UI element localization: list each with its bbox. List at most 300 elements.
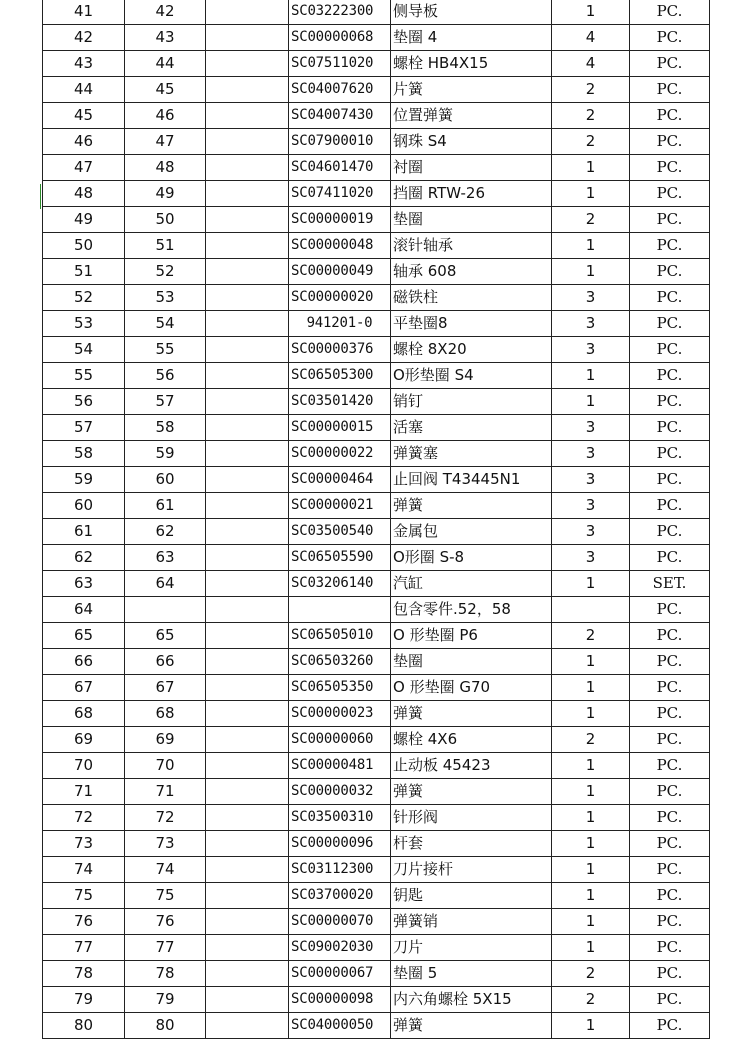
part-number-cell[interactable]: 75 [125,883,206,909]
unit-cell[interactable]: PC. [630,961,710,987]
unit-cell[interactable]: PC. [630,51,710,77]
unit-cell[interactable]: PC. [630,831,710,857]
unit-cell[interactable]: PC. [630,0,710,25]
seq-cell[interactable]: 41 [43,0,125,25]
part-number-cell[interactable]: 73 [125,831,206,857]
description-cell[interactable]: 杆套 [391,831,552,857]
part-code-cell[interactable]: SC00000376 [289,337,391,363]
empty-cell[interactable] [206,1013,289,1039]
part-number-cell[interactable]: 53 [125,285,206,311]
empty-cell[interactable] [206,961,289,987]
part-number-cell[interactable]: 60 [125,467,206,493]
description-cell[interactable]: 轴承 608 [391,259,552,285]
table-row [43,441,710,467]
part-code-cell[interactable]: SC00000020 [289,285,391,311]
seq-cell[interactable]: 42 [43,25,125,51]
part-code-cell[interactable]: SC00000068 [289,25,391,51]
part-number-cell[interactable]: 62 [125,519,206,545]
part-code-cell[interactable]: SC06505010 [289,623,391,649]
unit-cell[interactable]: PC. [630,805,710,831]
table-row [43,415,710,441]
part-number-cell[interactable]: 80 [125,1013,206,1039]
table-row [43,753,710,779]
part-code-cell[interactable]: SC00000032 [289,779,391,805]
part-code-cell[interactable]: SC00000019 [289,207,391,233]
part-code-cell[interactable]: SC07411020 [289,181,391,207]
description-cell[interactable]: 活塞 [391,415,552,441]
quantity-cell[interactable]: 3 [552,311,630,337]
part-code-cell[interactable]: SC00000481 [289,753,391,779]
description-cell[interactable]: O 形垫圈 P6 [391,623,552,649]
part-code-cell[interactable] [289,597,391,623]
part-code-cell[interactable]: SC07900010 [289,129,391,155]
seq-cell[interactable]: 49 [43,207,125,233]
empty-cell[interactable] [206,259,289,285]
unit-cell[interactable]: PC. [630,727,710,753]
part-code-cell[interactable]: SC00000096 [289,831,391,857]
part-code-cell[interactable]: SC06505300 [289,363,391,389]
row-selection-marker [40,184,41,209]
seq-cell[interactable]: 44 [43,77,125,103]
table-row [43,857,710,883]
unit-cell[interactable]: PC. [630,935,710,961]
part-code-cell[interactable]: SC00000067 [289,961,391,987]
empty-cell[interactable] [206,25,289,51]
description-cell[interactable]: 金属包 [391,519,552,545]
quantity-cell[interactable]: 1 [552,155,630,181]
unit-cell[interactable]: PC. [630,259,710,285]
seq-cell[interactable]: 77 [43,935,125,961]
description-cell[interactable]: 挡圈 RTW-26 [391,181,552,207]
part-code-cell[interactable]: SC00000023 [289,701,391,727]
seq-cell[interactable]: 62 [43,545,125,571]
quantity-cell[interactable]: 1 [552,831,630,857]
quantity-cell[interactable]: 1 [552,363,630,389]
description-cell[interactable]: 垫圈 4 [391,25,552,51]
unit-cell[interactable]: PC. [630,623,710,649]
quantity-cell[interactable]: 1 [552,233,630,259]
part-number-cell[interactable]: 68 [125,701,206,727]
empty-cell[interactable] [206,155,289,181]
description-cell[interactable]: O形圈 S-8 [391,545,552,571]
empty-cell[interactable] [206,571,289,597]
empty-cell[interactable] [206,545,289,571]
quantity-cell[interactable]: 2 [552,961,630,987]
table-row [43,675,710,701]
part-number-cell[interactable]: 79 [125,987,206,1013]
part-number-cell[interactable]: 55 [125,337,206,363]
unit-cell[interactable]: PC. [630,103,710,129]
quantity-cell[interactable]: 3 [552,519,630,545]
part-code-cell[interactable]: SC09002030 [289,935,391,961]
quantity-cell[interactable]: 1 [552,935,630,961]
part-number-cell[interactable]: 77 [125,935,206,961]
quantity-cell[interactable]: 1 [552,649,630,675]
part-number-cell[interactable]: 78 [125,961,206,987]
description-cell[interactable]: O形垫圈 S4 [391,363,552,389]
part-code-cell[interactable]: SC03501420 [289,389,391,415]
quantity-cell[interactable]: 1 [552,1013,630,1039]
quantity-cell[interactable]: 1 [552,805,630,831]
unit-cell[interactable]: PC. [630,1013,710,1039]
description-cell[interactable]: 刀片 [391,935,552,961]
quantity-cell[interactable]: 1 [552,883,630,909]
unit-cell[interactable]: PC. [630,389,710,415]
unit-cell[interactable]: PC. [630,545,710,571]
table-row [43,987,710,1013]
unit-cell[interactable]: PC. [630,779,710,805]
seq-cell[interactable]: 68 [43,701,125,727]
quantity-cell[interactable]: 1 [552,181,630,207]
part-number-cell[interactable]: 57 [125,389,206,415]
part-code-cell[interactable]: SC00000060 [289,727,391,753]
quantity-cell[interactable]: 3 [552,493,630,519]
seq-cell[interactable]: 76 [43,909,125,935]
table-row [43,233,710,259]
seq-cell[interactable]: 67 [43,675,125,701]
part-code-cell[interactable]: SC04000050 [289,1013,391,1039]
part-number-cell[interactable]: 42 [125,0,206,25]
empty-cell[interactable] [206,753,289,779]
quantity-cell[interactable]: 2 [552,77,630,103]
unit-cell[interactable]: PC. [630,909,710,935]
empty-cell[interactable] [206,415,289,441]
quantity-cell[interactable]: 3 [552,337,630,363]
part-number-cell[interactable]: 76 [125,909,206,935]
unit-cell[interactable]: PC. [630,285,710,311]
part-number-cell[interactable]: 44 [125,51,206,77]
table-row [43,129,710,155]
empty-cell[interactable] [206,493,289,519]
description-cell[interactable]: 垫圈 [391,649,552,675]
seq-cell[interactable]: 74 [43,857,125,883]
seq-cell[interactable]: 47 [43,155,125,181]
empty-cell[interactable] [206,779,289,805]
part-code-cell[interactable]: SC00000022 [289,441,391,467]
description-cell[interactable]: 刀片接杆 [391,857,552,883]
part-number-cell[interactable]: 52 [125,259,206,285]
part-code-cell[interactable]: SC03500540 [289,519,391,545]
description-cell[interactable]: 止回阀 T43445N1 [391,467,552,493]
description-cell[interactable]: 包含零件.52，58 [391,597,552,623]
part-number-cell[interactable]: 71 [125,779,206,805]
quantity-cell[interactable]: 1 [552,701,630,727]
description-cell[interactable]: 销钉 [391,389,552,415]
empty-cell[interactable] [206,285,289,311]
empty-cell[interactable] [206,519,289,545]
part-number-cell[interactable]: 72 [125,805,206,831]
empty-cell[interactable] [206,467,289,493]
empty-cell[interactable] [206,129,289,155]
part-number-cell[interactable]: 45 [125,77,206,103]
unit-cell[interactable]: PC. [630,155,710,181]
seq-cell[interactable]: 51 [43,259,125,285]
empty-cell[interactable] [206,831,289,857]
empty-cell[interactable] [206,935,289,961]
part-number-cell[interactable]: 43 [125,25,206,51]
part-code-cell[interactable]: SC04007430 [289,103,391,129]
quantity-cell[interactable]: 2 [552,623,630,649]
unit-cell[interactable]: PC. [630,675,710,701]
empty-cell[interactable] [206,441,289,467]
empty-cell[interactable] [206,363,289,389]
empty-cell[interactable] [206,649,289,675]
seq-cell[interactable]: 75 [43,883,125,909]
seq-cell[interactable]: 52 [43,285,125,311]
part-code-cell[interactable]: SC06505590 [289,545,391,571]
description-cell[interactable]: 弹簧 [391,1013,552,1039]
description-cell[interactable]: 螺栓 8X20 [391,337,552,363]
empty-cell[interactable] [206,883,289,909]
description-cell[interactable]: 弹簧塞 [391,441,552,467]
description-cell[interactable]: 内六角螺栓 5X15 [391,987,552,1013]
seq-cell[interactable]: 61 [43,519,125,545]
seq-cell[interactable]: 43 [43,51,125,77]
description-cell[interactable]: 弹簧 [391,779,552,805]
part-number-cell[interactable]: 58 [125,415,206,441]
quantity-cell[interactable]: 3 [552,415,630,441]
empty-cell[interactable] [206,337,289,363]
part-code-cell[interactable]: SC03500310 [289,805,391,831]
unit-cell[interactable]: PC. [630,181,710,207]
quantity-cell[interactable]: 1 [552,389,630,415]
seq-cell[interactable]: 79 [43,987,125,1013]
table-row [43,181,710,207]
description-cell[interactable]: 垫圈 [391,207,552,233]
quantity-cell[interactable]: 1 [552,0,630,25]
empty-cell[interactable] [206,909,289,935]
description-cell[interactable]: 位置弹簧 [391,103,552,129]
table-row [43,311,710,337]
empty-cell[interactable] [206,805,289,831]
seq-cell[interactable]: 53 [43,311,125,337]
part-code-cell[interactable]: SC00000021 [289,493,391,519]
part-number-cell[interactable]: 48 [125,155,206,181]
unit-cell[interactable]: PC. [630,363,710,389]
table-row [43,259,710,285]
quantity-cell[interactable]: 3 [552,467,630,493]
empty-cell[interactable] [206,727,289,753]
table-row [43,935,710,961]
part-code-cell[interactable]: SC03206140 [289,571,391,597]
part-number-cell[interactable]: 50 [125,207,206,233]
empty-cell[interactable] [206,675,289,701]
unit-cell[interactable]: PC. [630,129,710,155]
part-code-cell[interactable]: SC06505350 [289,675,391,701]
unit-cell[interactable]: PC. [630,753,710,779]
seq-cell[interactable]: 65 [43,623,125,649]
empty-cell[interactable] [206,103,289,129]
part-number-cell[interactable]: 69 [125,727,206,753]
seq-cell[interactable]: 63 [43,571,125,597]
part-number-cell[interactable]: 65 [125,623,206,649]
seq-cell[interactable]: 71 [43,779,125,805]
part-code-cell[interactable]: SC06503260 [289,649,391,675]
unit-cell[interactable]: PC. [630,597,710,623]
seq-cell[interactable]: 48 [43,181,125,207]
empty-cell[interactable] [206,597,289,623]
unit-cell[interactable]: PC. [630,493,710,519]
empty-cell[interactable] [206,701,289,727]
seq-cell[interactable]: 57 [43,415,125,441]
empty-cell[interactable] [206,623,289,649]
part-code-cell[interactable]: 941201-0 [289,311,391,337]
part-number-cell[interactable]: 66 [125,649,206,675]
part-number-cell[interactable]: 67 [125,675,206,701]
part-number-cell[interactable]: 56 [125,363,206,389]
empty-cell[interactable] [206,207,289,233]
description-cell[interactable]: 螺栓 4X6 [391,727,552,753]
seq-cell[interactable]: 58 [43,441,125,467]
unit-cell[interactable]: PC. [630,987,710,1013]
seq-cell[interactable]: 55 [43,363,125,389]
table-row [43,363,710,389]
part-code-cell[interactable]: SC03112300 [289,857,391,883]
empty-cell[interactable] [206,311,289,337]
table-row [43,155,710,181]
unit-cell[interactable]: PC. [630,441,710,467]
unit-cell[interactable]: PC. [630,25,710,51]
table-row [43,805,710,831]
part-number-cell[interactable]: 63 [125,545,206,571]
description-cell[interactable]: 片簧 [391,77,552,103]
empty-cell[interactable] [206,51,289,77]
part-code-cell[interactable]: SC03222300 [289,0,391,25]
unit-cell[interactable]: PC. [630,519,710,545]
unit-cell[interactable]: PC. [630,701,710,727]
empty-cell[interactable] [206,77,289,103]
quantity-cell[interactable]: 1 [552,675,630,701]
quantity-cell[interactable]: 3 [552,441,630,467]
description-cell[interactable]: 弹簧 [391,493,552,519]
part-code-cell[interactable]: SC00000048 [289,233,391,259]
description-cell[interactable]: 平垫圈8 [391,311,552,337]
quantity-cell[interactable]: 2 [552,207,630,233]
description-cell[interactable]: 止动板 45423 [391,753,552,779]
description-cell[interactable]: 螺栓 HB4X15 [391,51,552,77]
unit-cell[interactable]: PC. [630,883,710,909]
seq-cell[interactable]: 66 [43,649,125,675]
part-code-cell[interactable]: SC00000070 [289,909,391,935]
unit-cell[interactable]: PC. [630,857,710,883]
empty-cell[interactable] [206,857,289,883]
quantity-cell[interactable]: 1 [552,753,630,779]
description-cell[interactable]: 弹簧销 [391,909,552,935]
part-code-cell[interactable]: SC00000098 [289,987,391,1013]
unit-cell[interactable]: PC. [630,415,710,441]
part-number-cell[interactable]: 59 [125,441,206,467]
part-number-cell[interactable]: 64 [125,571,206,597]
seq-cell[interactable]: 69 [43,727,125,753]
description-cell[interactable]: O 形垫圈 G70 [391,675,552,701]
quantity-cell[interactable]: 1 [552,779,630,805]
quantity-cell[interactable]: 4 [552,25,630,51]
quantity-cell[interactable]: 1 [552,909,630,935]
empty-cell[interactable] [206,0,289,25]
part-code-cell[interactable]: SC00000464 [289,467,391,493]
empty-cell[interactable] [206,181,289,207]
table-row [43,207,710,233]
part-number-cell[interactable] [125,597,206,623]
quantity-cell[interactable]: 1 [552,259,630,285]
seq-cell[interactable]: 70 [43,753,125,779]
part-number-cell[interactable]: 54 [125,311,206,337]
seq-cell[interactable]: 59 [43,467,125,493]
quantity-cell[interactable]: 2 [552,987,630,1013]
description-cell[interactable]: 弹簧 [391,701,552,727]
part-code-cell[interactable]: SC03700020 [289,883,391,909]
empty-cell[interactable] [206,233,289,259]
quantity-cell[interactable]: 1 [552,857,630,883]
part-code-cell[interactable]: SC00000015 [289,415,391,441]
part-number-cell[interactable]: 49 [125,181,206,207]
quantity-cell[interactable]: 2 [552,727,630,753]
seq-cell[interactable]: 78 [43,961,125,987]
empty-cell[interactable] [206,389,289,415]
description-cell[interactable]: 垫圈 5 [391,961,552,987]
seq-cell[interactable]: 45 [43,103,125,129]
seq-cell[interactable]: 50 [43,233,125,259]
description-cell[interactable]: 衬圈 [391,155,552,181]
description-cell[interactable]: 侧导板 [391,0,552,25]
description-cell[interactable]: 磁铁柱 [391,285,552,311]
unit-cell[interactable]: PC. [630,207,710,233]
quantity-cell[interactable]: 2 [552,103,630,129]
quantity-cell[interactable] [552,597,630,623]
part-number-cell[interactable]: 70 [125,753,206,779]
part-number-cell[interactable]: 51 [125,233,206,259]
unit-cell[interactable]: PC. [630,233,710,259]
seq-cell[interactable]: 64 [43,597,125,623]
description-cell[interactable]: 针形阀 [391,805,552,831]
seq-cell[interactable]: 56 [43,389,125,415]
part-code-cell[interactable]: SC00000049 [289,259,391,285]
part-number-cell[interactable]: 47 [125,129,206,155]
parts-list-body [43,0,710,1039]
seq-cell[interactable]: 80 [43,1013,125,1039]
table-row [43,519,710,545]
seq-cell[interactable]: 46 [43,129,125,155]
unit-cell[interactable]: PC. [630,337,710,363]
unit-cell[interactable]: PC. [630,311,710,337]
part-number-cell[interactable]: 61 [125,493,206,519]
seq-cell[interactable]: 54 [43,337,125,363]
unit-cell[interactable]: SET. [630,571,710,597]
quantity-cell[interactable]: 4 [552,51,630,77]
unit-cell[interactable]: PC. [630,467,710,493]
empty-cell[interactable] [206,987,289,1013]
unit-cell[interactable]: PC. [630,649,710,675]
quantity-cell[interactable]: 1 [552,571,630,597]
part-code-cell[interactable]: SC04007620 [289,77,391,103]
part-number-cell[interactable]: 74 [125,857,206,883]
description-cell[interactable]: 滚针轴承 [391,233,552,259]
quantity-cell[interactable]: 3 [552,285,630,311]
description-cell[interactable]: 钢珠 S4 [391,129,552,155]
quantity-cell[interactable]: 3 [552,545,630,571]
description-cell[interactable]: 汽缸 [391,571,552,597]
quantity-cell[interactable]: 2 [552,129,630,155]
part-code-cell[interactable]: SC04601470 [289,155,391,181]
unit-cell[interactable]: PC. [630,77,710,103]
description-cell[interactable]: 钥匙 [391,883,552,909]
seq-cell[interactable]: 60 [43,493,125,519]
table-row [43,77,710,103]
seq-cell[interactable]: 72 [43,805,125,831]
seq-cell[interactable]: 73 [43,831,125,857]
part-code-cell[interactable]: SC07511020 [289,51,391,77]
part-number-cell[interactable]: 46 [125,103,206,129]
